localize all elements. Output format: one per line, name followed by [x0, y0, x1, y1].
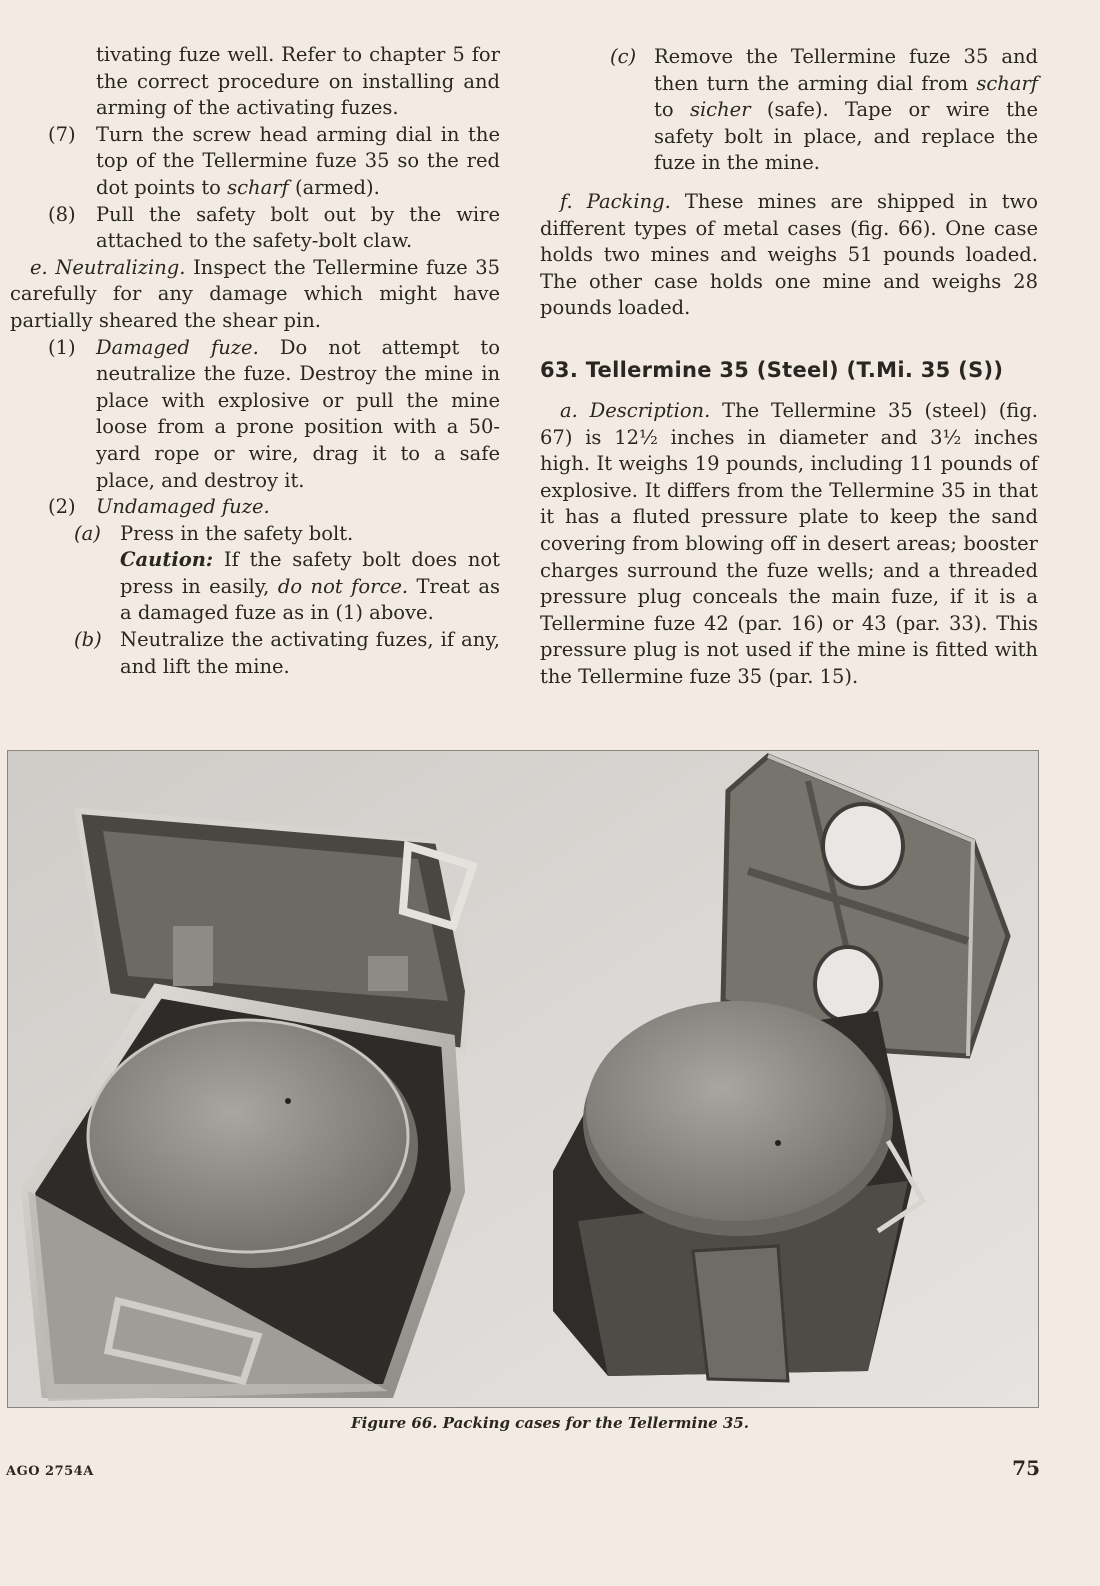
caution-note [10, 547, 500, 627]
step-8 [10, 202, 500, 255]
neutralizing-text: Inspect the Tellermine fuze 35 carefully for any damage which might have partially sheared the shear pin. [10, 255, 501, 332]
substep-b-text: Neutralize the activating fuzes, if any, and lift the mine. [120, 628, 500, 678]
damaged-fuze-number: (1) [48, 335, 76, 359]
damaged-fuze-step [10, 335, 500, 495]
packing-label: f. Packing. [560, 189, 671, 213]
step-8-number: (8) [48, 202, 76, 226]
caution-text-2: Treat as a damaged fuze as in (1) above. [120, 574, 500, 625]
substep-c-text-1: Remove the Tellermine fuze 35 and then turn the arming dial from [654, 45, 1038, 95]
substep-c-italic-1: scharf [976, 71, 1038, 95]
substep-c-text-2: (safe). Tape or wire the safety bolt in place, and replace the fuze in the mine. [654, 98, 1039, 175]
substep-c-mid: to [654, 98, 674, 122]
undamaged-fuze-step [10, 494, 500, 521]
page-number: 75 [1012, 1456, 1040, 1480]
description-paragraph [540, 398, 1038, 691]
packing-paragraph [540, 189, 1038, 322]
caution-text-1: If the safety bolt does not press in easily, [120, 548, 500, 598]
substep-b [10, 627, 500, 680]
step-7-tail: (armed). [294, 175, 380, 199]
continued-paragraph [10, 42, 500, 122]
caution-label: Caution: [120, 548, 214, 572]
neutralizing-paragraph [10, 255, 500, 335]
step-7-italic: scharf [227, 175, 289, 199]
substep-c-number: (c) [610, 45, 637, 68]
undamaged-fuze-number: (2) [48, 495, 76, 519]
damaged-fuze-text: Do not attempt to neutralize the fuze. Destroy the mine in place with explosive or pull the mine loose from a prone position with a 50-yard rope or wire, drag it to a safe place, and destroy it. [96, 335, 500, 492]
substep-a-number: (a) [74, 521, 101, 545]
substep-a [10, 521, 500, 548]
substep-c [540, 44, 1038, 177]
two-mine-case [28, 811, 473, 1401]
continued-text: tivating fuze well. Refer to chapter 5 for the correct procedure on installing and arming of the activating fuzes. [96, 43, 500, 120]
caution-italic: do not force. [277, 574, 409, 598]
right-column [540, 44, 1038, 690]
packing-text: These mines are shipped in two different types of metal cases (fig. 66). One case holds two mines and weighs 51 pounds loaded. The other case holds one mine and weighs 28 pounds loaded. [540, 189, 1038, 320]
left-column [10, 42, 500, 680]
footer-code: AGO 2754A [6, 1464, 94, 1479]
undamaged-fuze-label: Undamaged fuze. [96, 495, 270, 519]
substep-b-number: (b) [74, 628, 102, 652]
step-7-text: Turn the screw head arming dial in the top of the Tellermine fuze 35 so the red dot points to [96, 122, 500, 199]
step-7 [10, 122, 500, 202]
neutralizing-label: e. Neutralizing. [30, 255, 186, 279]
packing-cases-illustration [8, 751, 1038, 1407]
description-text: The Tellermine 35 (steel) (fig. 67) is 12½ inches in diameter and 3½ inches high. It weighs 19 pounds, including 11 pounds of explosive. It differs from the Tellermine 35 in that it has a fluted pressure plate to keep the sand covering from blowing off in desert areas; booster charges surround the fuze wells; and a threaded pressure plug conceals the main fuze, if it is a Tellermine fuze 42 (par. 16) or 43 (par. 33). This pressure plug is not used if the mine is fitted with the Tellermine fuze 35 (par. 15). [540, 398, 1038, 688]
step-7-number: (7) [48, 122, 76, 146]
figure-caption: Figure 66. Packing cases for the Tellermine 35. [350, 1414, 750, 1432]
substep-a-text: Press in the safety bolt. [120, 521, 354, 545]
step-8-text: Pull the safety bolt out by the wire attached to the safety-bolt claw. [96, 202, 500, 253]
substep-c-italic-2: sicher [689, 98, 751, 122]
description-label: a. Description. [560, 398, 711, 422]
damaged-fuze-label: Damaged fuze. [96, 335, 259, 359]
section-heading: 63. Tellermine 35 (Steel) (T.Mi. 35 (S)) [540, 357, 1004, 382]
figure-66-photo [7, 750, 1039, 1408]
